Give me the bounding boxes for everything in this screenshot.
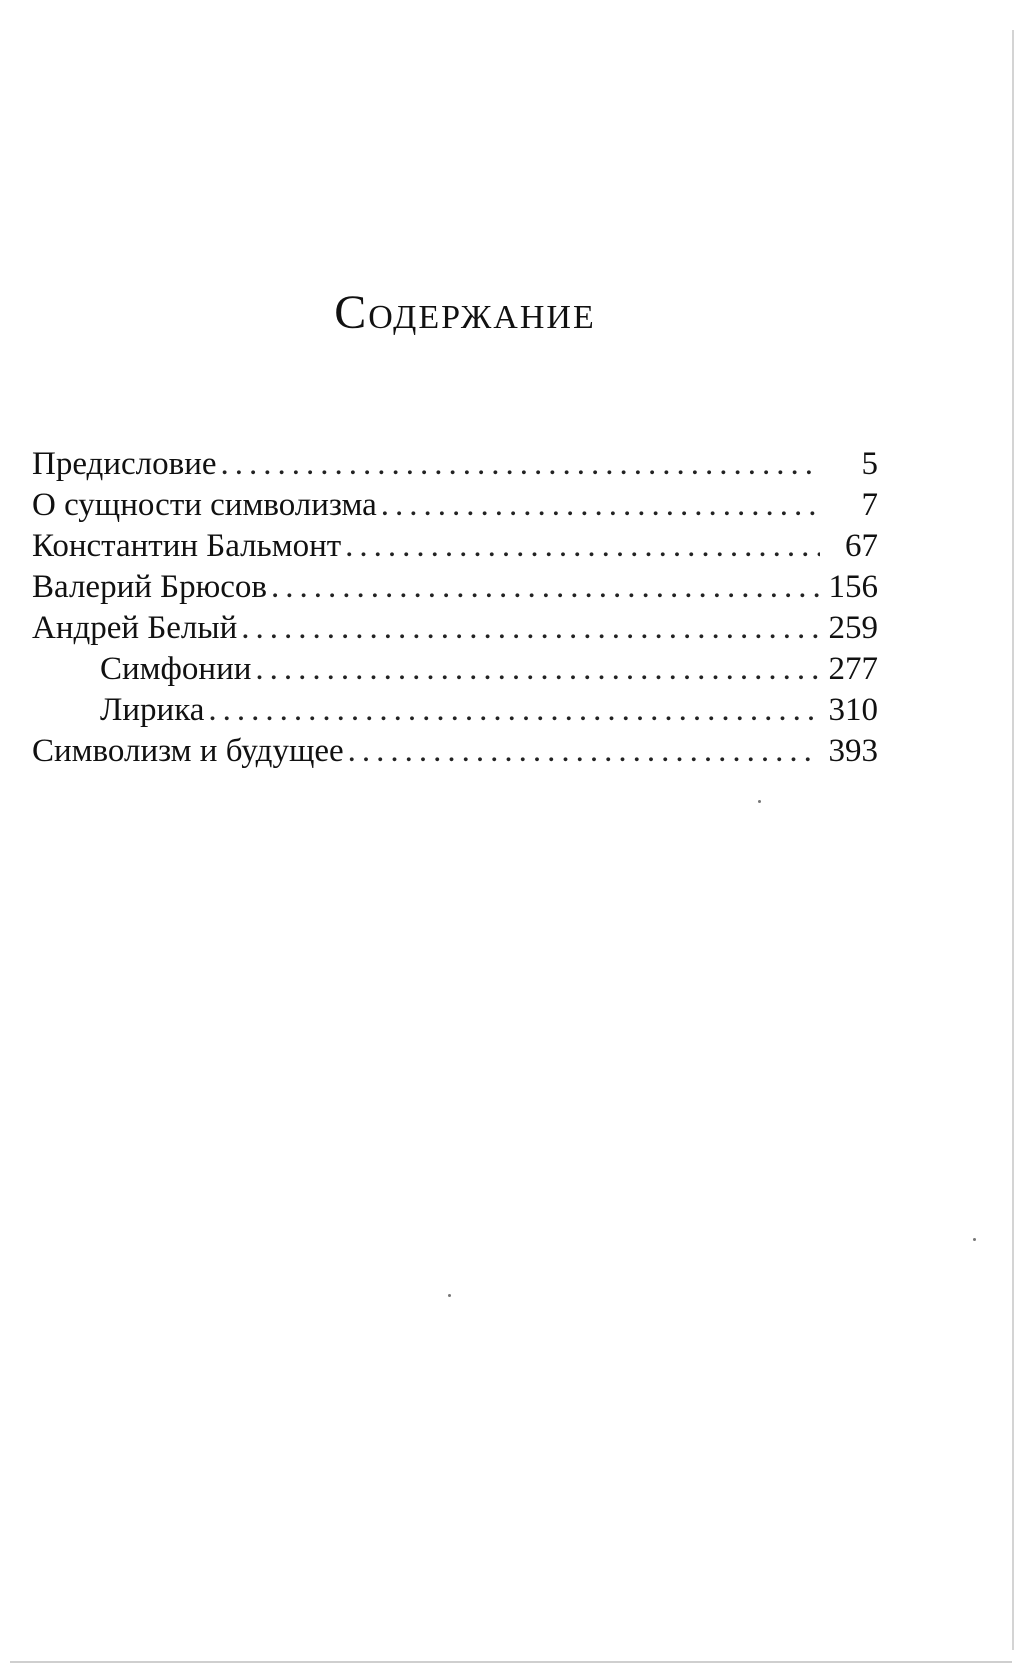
toc-entry-symbolism-and-future[interactable] [32, 731, 878, 772]
dot-leader [345, 526, 820, 567]
dot-leader [271, 567, 820, 608]
toc-entry-page: 393 [828, 733, 878, 769]
toc-entry-page: 7 [861, 487, 878, 523]
toc-entry-label: Символизм и будущее [32, 733, 344, 769]
page-title: Содержание [334, 286, 596, 339]
toc-entry-symphonies[interactable] [32, 649, 878, 690]
toc-entry-lyrics[interactable] [32, 690, 878, 731]
toc-entry-label: Симфонии [100, 651, 252, 687]
toc-entry-label: Андрей Белый [32, 610, 238, 646]
toc-entry-label: Константин Бальмонт [32, 528, 342, 564]
toc-entry-page: 67 [845, 528, 878, 564]
toc-entry-preface[interactable] [32, 444, 878, 485]
toc-entry-label: Валерий Брюсов [32, 569, 267, 605]
dot-leader [221, 444, 821, 485]
dot-leader [381, 485, 820, 526]
dot-leader [208, 690, 820, 731]
page-edge-bottom [10, 1661, 1012, 1663]
toc-entry-label: О сущности символизма [32, 487, 377, 523]
paper-speck [448, 1294, 451, 1297]
paper-speck [758, 800, 761, 803]
toc-entry-page: 277 [828, 651, 878, 687]
toc-entry-page: 5 [861, 446, 878, 482]
toc-entry-balmont[interactable] [32, 526, 878, 567]
toc-entry-page: 156 [828, 569, 878, 605]
toc-entry-page: 310 [828, 692, 878, 728]
toc-entry-bely[interactable] [32, 608, 878, 649]
toc-entry-label: Лирика [100, 692, 205, 728]
paper-speck [973, 1238, 976, 1241]
toc-entry-page: 259 [828, 610, 878, 646]
page-edge-right [1012, 30, 1014, 1650]
toc-entry-label: Предисловие [32, 446, 217, 482]
table-of-contents [32, 444, 878, 772]
dot-leader [348, 731, 820, 772]
dot-leader [241, 608, 820, 649]
toc-entry-essence-of-symbolism[interactable] [32, 485, 878, 526]
toc-entry-bryusov[interactable] [32, 567, 878, 608]
dot-leader [255, 649, 820, 690]
